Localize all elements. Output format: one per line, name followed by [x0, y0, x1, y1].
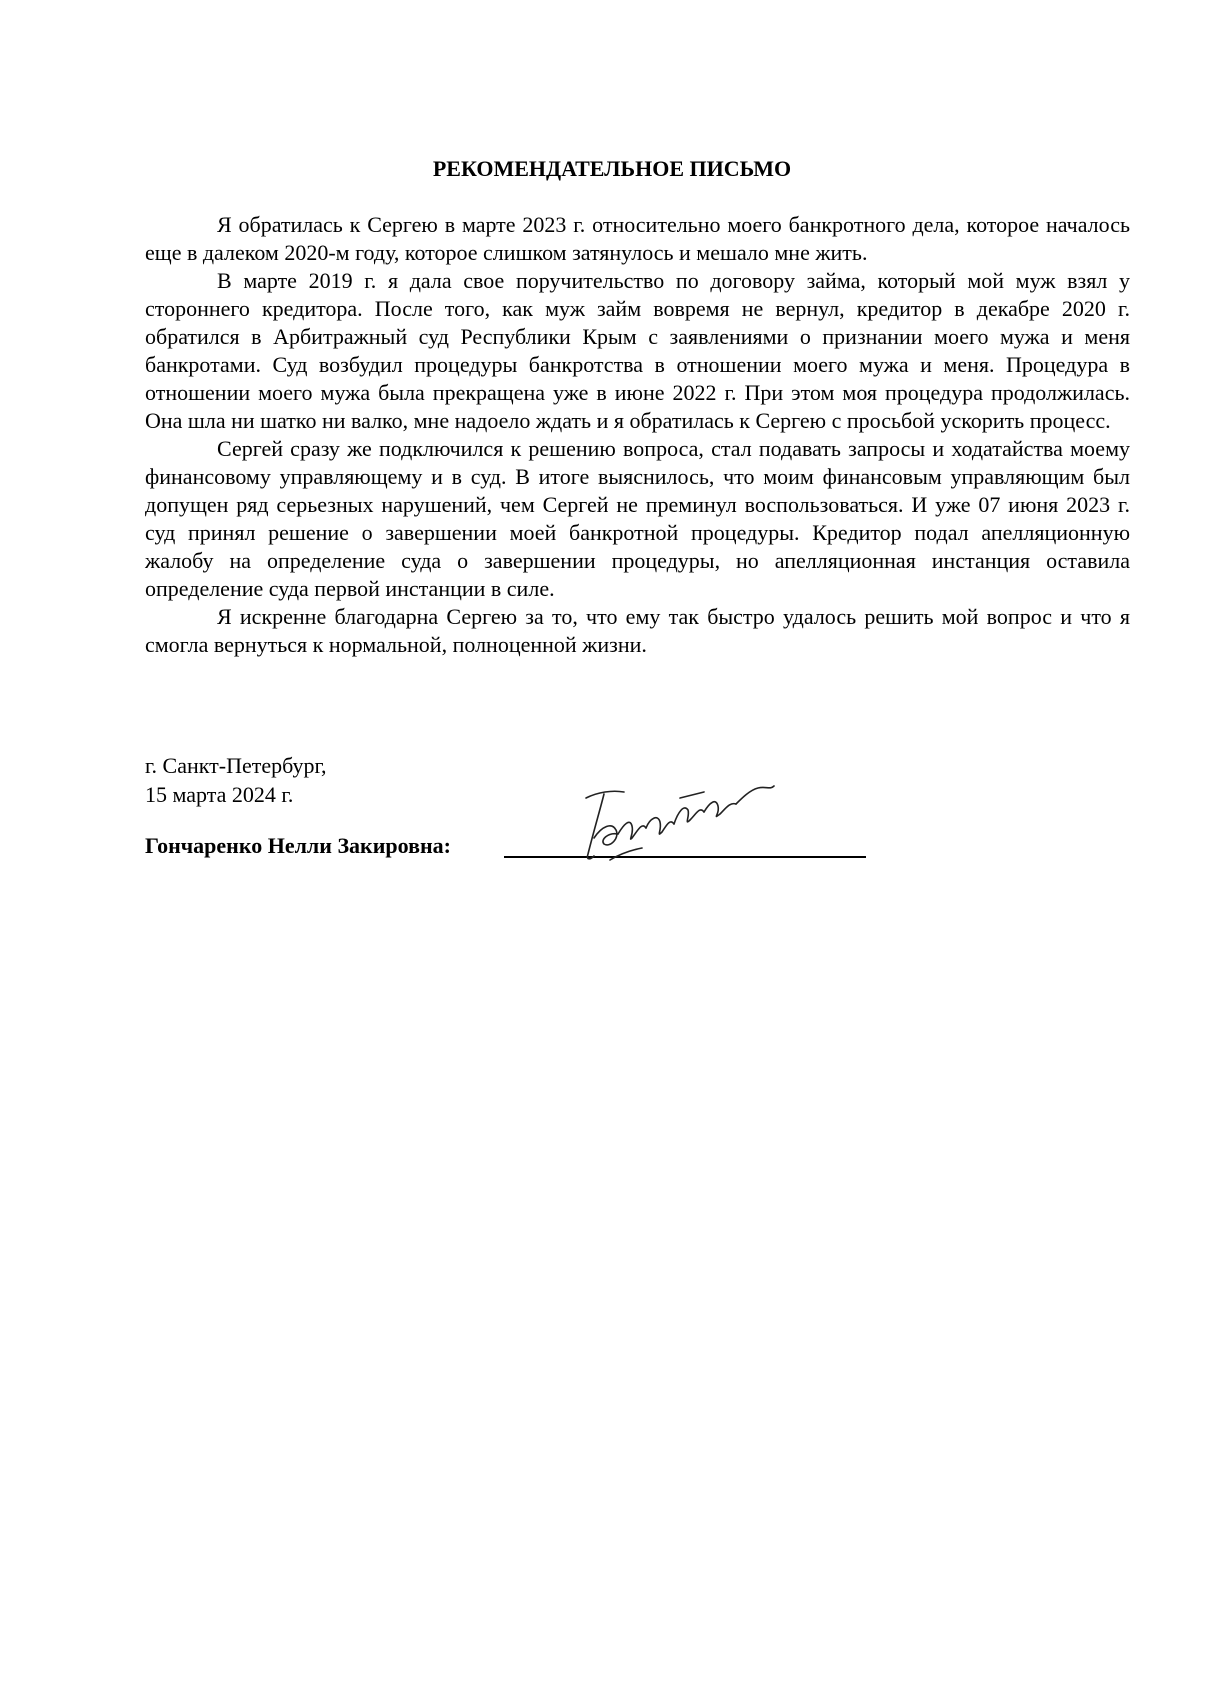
paragraph: Я искренне благодарна Сергею за то, что ему так быстро удалось решить мой вопрос и что я смогла вернуться к нормальной, полноценной жизни.: [145, 604, 1130, 657]
paragraph: Сергей сразу же подключился к решению вопроса, стал подавать запросы и ходатайства моему финансовому управляющему и в суд. В итоге выяснилось, что моим финансовым управляющим был допущен ряд серьезных нарушений, чем Сергей не преминул воспользоваться. И уже 07 июня 2023 г. суд принял решение о завершении моей банкротной процедуры. Кредитор подал апелляционную жалобу на определение суда о завершении процедуры, но апелляционная инстанция оставила определение суда первой инстанции в силе.: [145, 436, 1130, 601]
date: 15 марта 2024 г.: [145, 782, 294, 807]
letter-title: РЕКОМЕНДАТЕЛЬНОЕ ПИСЬМО: [432, 156, 792, 181]
handwritten-signature: [580, 768, 780, 868]
signatory-name: Гончаренко Нелли Закировна:: [145, 833, 451, 858]
paragraph: Я обратилась к Сергею в марте 2023 г. относительно моего банкротного дела, которое началось еще в далеком 2020-м году, которое слишком затянулось и мешало мне жить.: [145, 212, 1130, 265]
place-and-date: [145, 751, 327, 809]
paragraph: В марте 2019 г. я дала свое поручительство по договору займа, который мой муж взял у стороннего кредитора. После того, как муж займ вовремя не вернул, кредитор в декабре 2020 г. обратился в Арбитражный суд Республики Крым с заявлениями о признании моего мужа и меня банкротами. Суд возбудил процедуры банкротства в отношении моего мужа и меня. Процедура в отношении моего мужа была прекращена уже в июне 2022 г. При этом моя процедура продолжилась. Она шла ни шатко ни валко, мне надоело ждать и я обратилась к Сергею с просьбой ускорить процесс.: [145, 268, 1130, 433]
place: г. Санкт-Петербург,: [145, 753, 327, 778]
letter-body: [145, 211, 1130, 659]
